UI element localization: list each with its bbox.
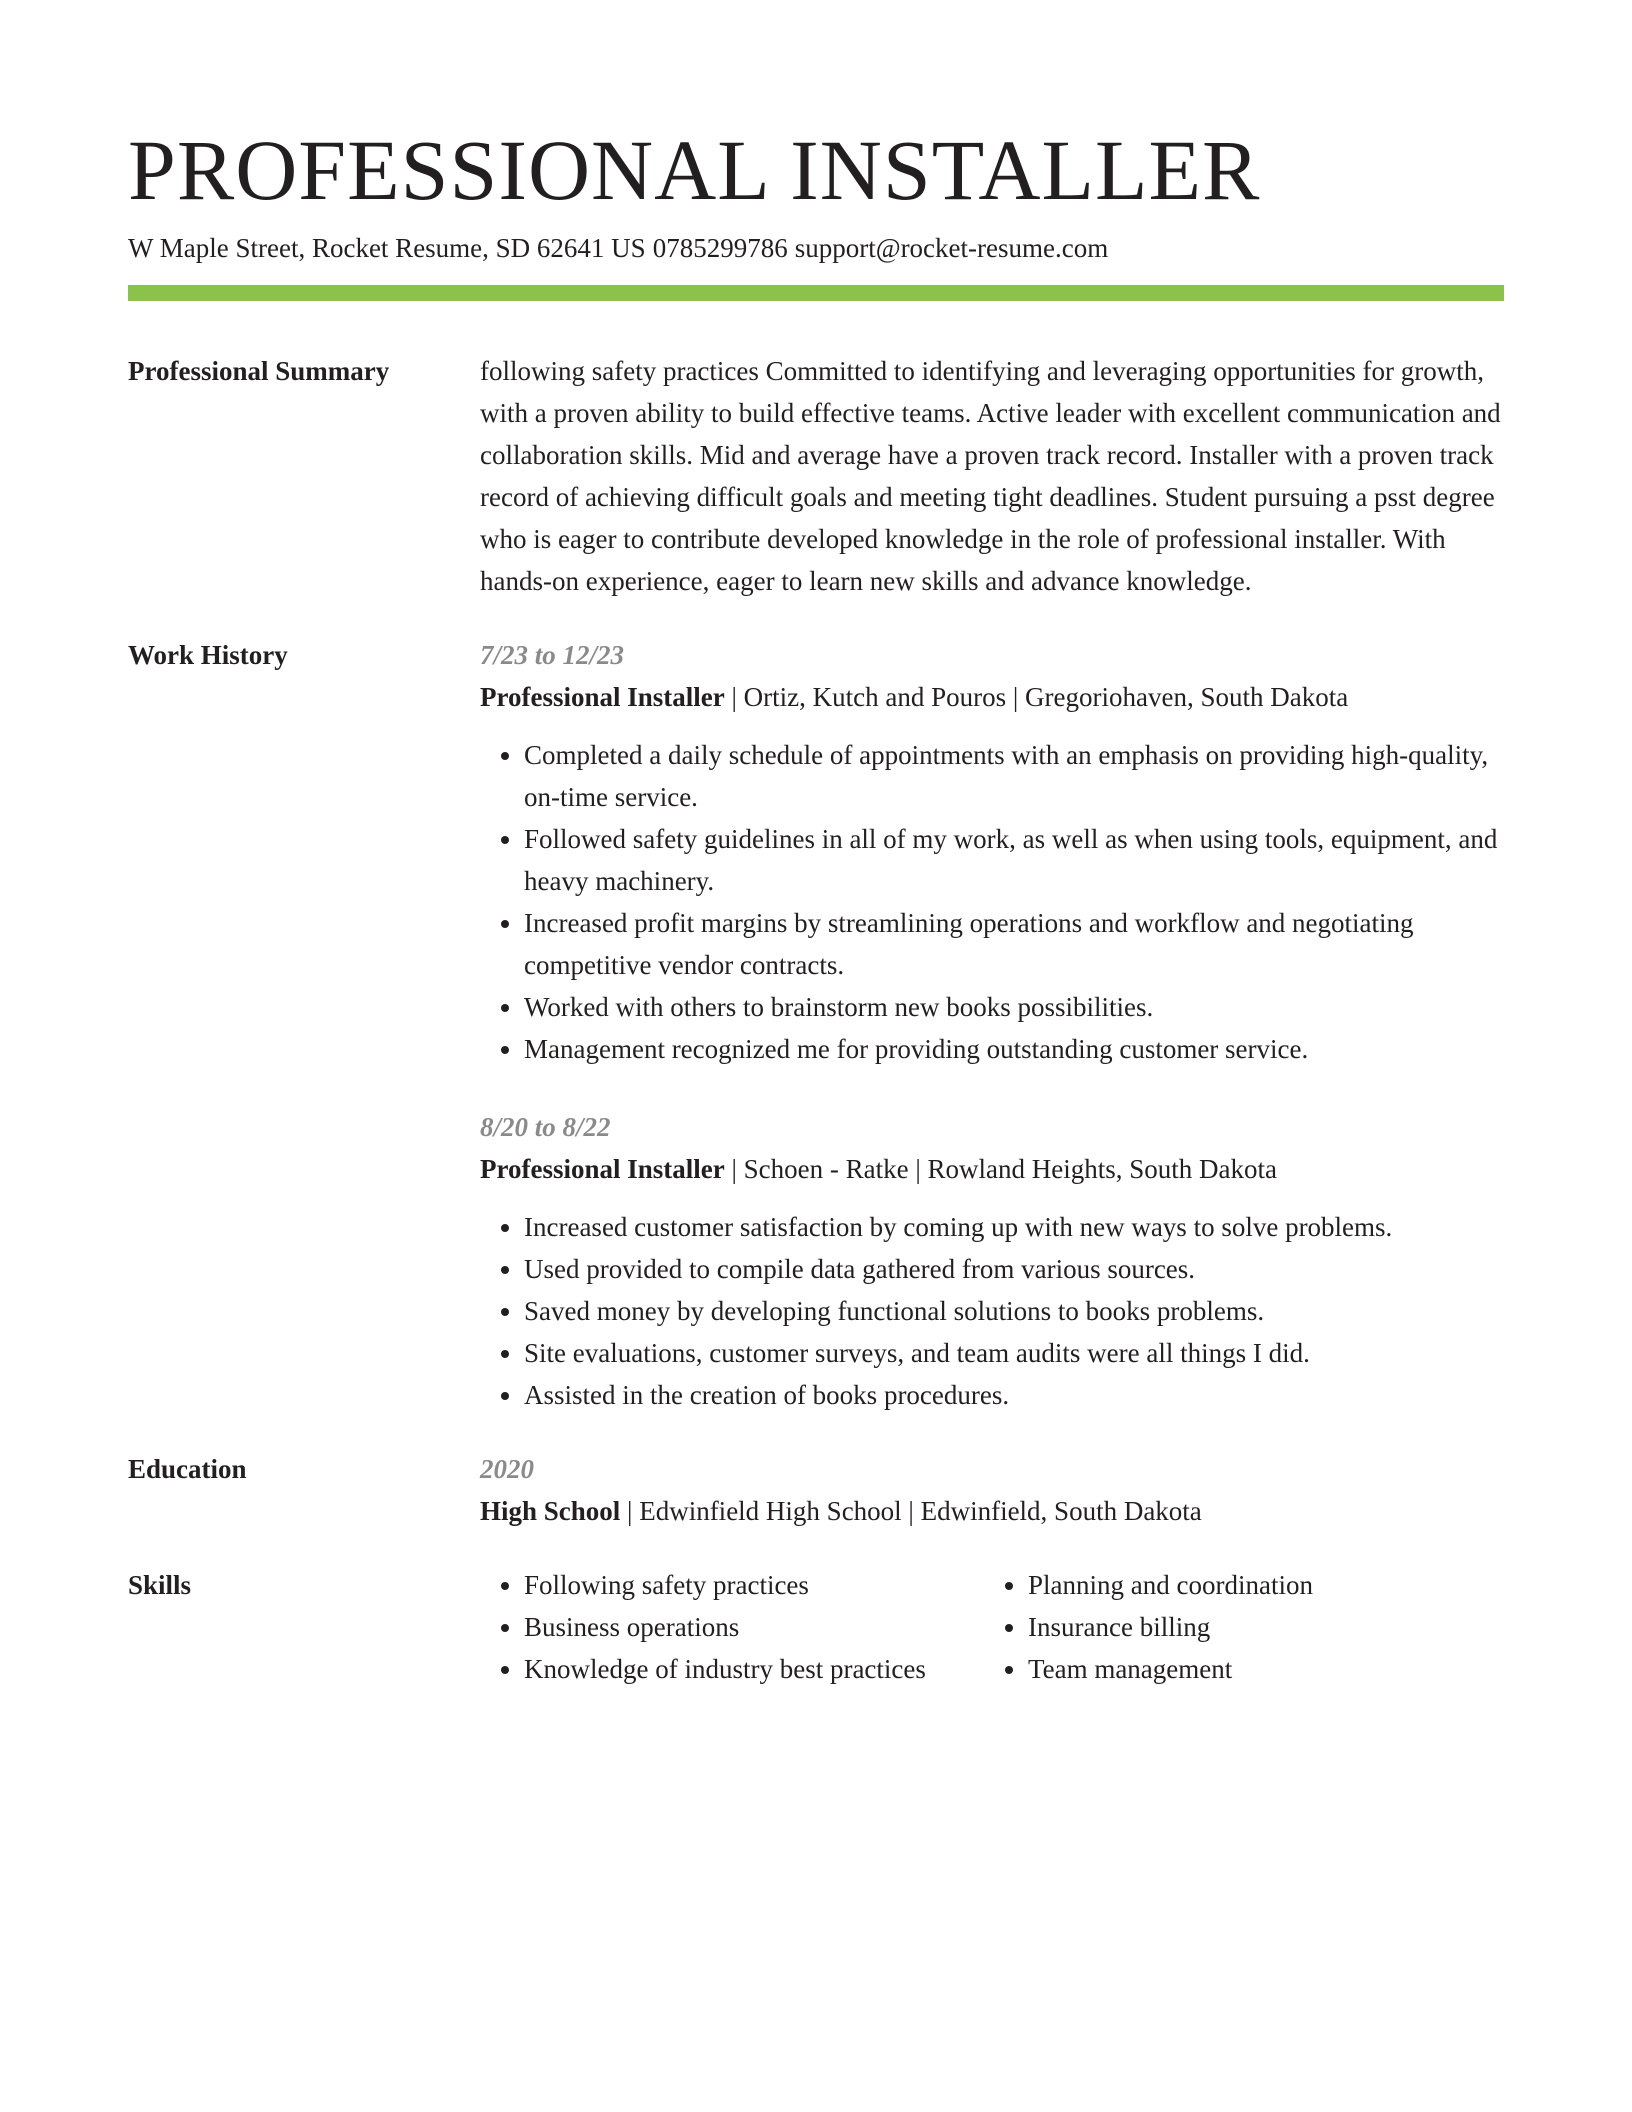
address: W Maple Street, Rocket Resume, SD 62641 US bbox=[128, 233, 646, 263]
skill-item: • Team management bbox=[1028, 1648, 1313, 1690]
job-details: | Ortiz, Kutch and Pouros | Gregoriohaven, South Dakota bbox=[724, 682, 1349, 712]
section-education bbox=[128, 1448, 1504, 1532]
contact-line bbox=[128, 230, 1108, 266]
list-item: • Saved money by developing functional solutions to books problems. bbox=[524, 1290, 1504, 1332]
phone: 0785299786 bbox=[652, 233, 788, 263]
skill-item: • Following safety practices bbox=[524, 1564, 984, 1606]
job-role-line bbox=[480, 1148, 1504, 1190]
list-item: • Management recognized me for providing outstanding customer service. bbox=[524, 1028, 1504, 1070]
section-label-education: Education bbox=[128, 1454, 247, 1484]
list-item: • Used provided to compile data gathered from various sources. bbox=[524, 1248, 1504, 1290]
job-dates: 7/23 to 12/23 bbox=[480, 640, 625, 670]
list-item: • Followed safety guidelines in all of my work, as well as when using tools, equipment, and heavy machinery. bbox=[524, 818, 1504, 902]
summary-text: following safety practices Committed to identifying and leveraging opportunities for growth, with a proven ability to build effective teams. Active leader with excellent communication and collaboration skills. Mid and average have a proven track record. Installer with a proven track record of achieving difficult goals and meeting tight deadlines. Student pursuing a psst degree who is eager to contribute developed knowledge in the role of professional installer. With hands-on experience, eager to learn new skills and advance knowledge. bbox=[480, 356, 1501, 596]
education-degree: High School bbox=[480, 1496, 621, 1526]
job-title: Professional Installer bbox=[480, 682, 725, 712]
education-line bbox=[480, 1490, 1504, 1532]
job-entry bbox=[480, 1106, 1504, 1416]
job-role-line bbox=[480, 676, 1504, 718]
list-item: • Increased customer satisfaction by coming up with new ways to solve problems. bbox=[524, 1206, 1504, 1248]
accent-divider bbox=[128, 285, 1504, 301]
list-item: • Worked with others to brainstorm new books possibilities. bbox=[524, 986, 1504, 1028]
job-title: Professional Installer bbox=[480, 1154, 725, 1184]
section-skills bbox=[128, 1564, 1504, 1690]
education-details: | Edwinfield High School | Edwinfield, South Dakota bbox=[620, 1496, 1202, 1526]
email: support@rocket-resume.com bbox=[794, 233, 1109, 263]
skill-item: • Knowledge of industry best practices bbox=[524, 1648, 984, 1690]
skill-item: • Business operations bbox=[524, 1606, 984, 1648]
list-item: • Assisted in the creation of books procedures. bbox=[524, 1374, 1504, 1416]
list-item: • Completed a daily schedule of appointments with an emphasis on providing high-quality, on-time service. bbox=[524, 734, 1504, 818]
section-work-history bbox=[128, 634, 1504, 1416]
resume-sections bbox=[128, 350, 1504, 1722]
section-summary bbox=[128, 350, 1504, 602]
job-dates: 8/20 to 8/22 bbox=[480, 1112, 611, 1142]
section-label-summary: Professional Summary bbox=[128, 356, 390, 386]
candidate-name: PROFESSIONAL INSTALLER bbox=[128, 122, 1261, 218]
skills-column-1 bbox=[480, 1564, 984, 1690]
section-label-work-history: Work History bbox=[128, 640, 288, 670]
list-item: • Site evaluations, customer surveys, and team audits were all things I did. bbox=[524, 1332, 1504, 1374]
skills-column-2 bbox=[984, 1564, 1313, 1690]
education-year: 2020 bbox=[480, 1454, 534, 1484]
job-bullets bbox=[480, 734, 1504, 1070]
skill-item: • Insurance billing bbox=[1028, 1606, 1313, 1648]
job-details: | Schoen - Ratke | Rowland Heights, South Dakota bbox=[724, 1154, 1277, 1184]
list-item: • Increased profit margins by streamlining operations and workflow and negotiating competitive vendor contracts. bbox=[524, 902, 1504, 986]
job-bullets bbox=[480, 1206, 1504, 1416]
skill-item: • Planning and coordination bbox=[1028, 1564, 1313, 1606]
section-label-skills: Skills bbox=[128, 1570, 192, 1600]
job-entry bbox=[480, 634, 1504, 1070]
